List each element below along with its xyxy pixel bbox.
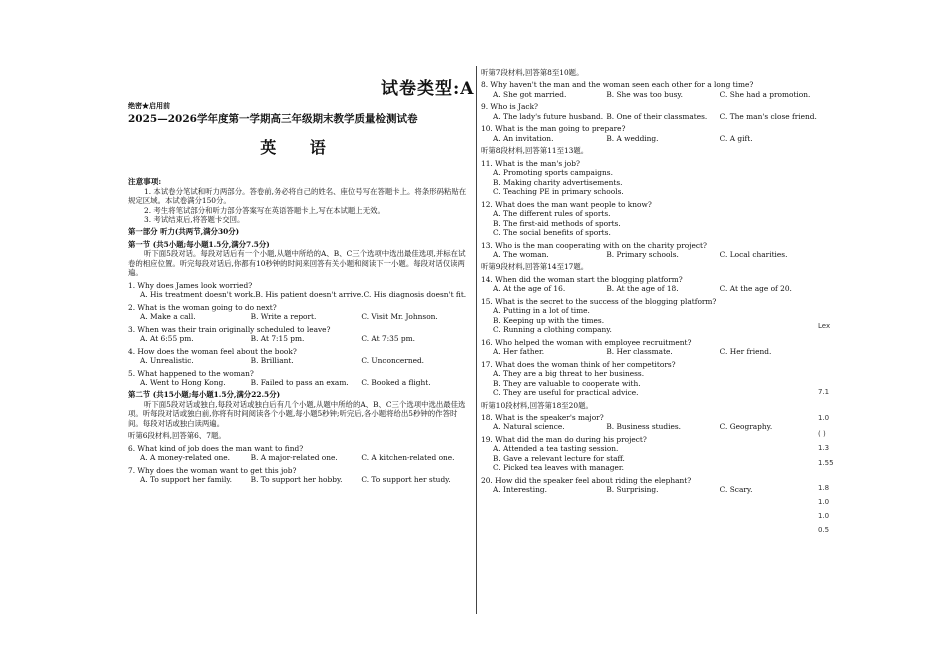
option-c: C. The social benefits of sports. (493, 228, 611, 238)
question-stem: 18. What is the speaker's major? (481, 413, 604, 422)
question-stem: 10. What is the man going to prepare? (481, 124, 626, 134)
question-stem: 1. Why does James look worried? (128, 280, 253, 290)
margin-mark: 1.55 (818, 459, 834, 467)
option-c: C. Teaching PE in primary schools. (493, 187, 624, 197)
section-instructions: 听下面5段对话或独白,每段对话或独白后有几个小题,从题中所给的A、B、C三个选项中选出最佳选项。听每段对话或独白前,你将有时间阅读各个小题,每小题5秒钟;听完后,各小题将给出5秒钟的作答时间。每段对话或独白读两遍。 (128, 399, 466, 428)
question (481, 275, 833, 294)
question (481, 124, 833, 143)
margin-mark: 1.0 (818, 512, 830, 520)
margin-mark: 1.8 (818, 484, 830, 492)
option-a: A. Putting in a lot of time. (493, 306, 590, 316)
options-row (128, 356, 472, 365)
option-b: B. The first-aid methods of sports. (493, 218, 621, 228)
option-c: C. Geography. (719, 422, 773, 432)
question (128, 325, 472, 344)
margin-mark: ( ) (818, 430, 826, 438)
option-a: A. Natural science. (493, 422, 565, 432)
material-label: 听第6段材料,回答第6、7题。 (128, 431, 226, 441)
option-b: B. She was too busy. (606, 89, 683, 99)
option-b: B. A wedding. (606, 133, 659, 143)
option-b: B. Gave a relevant lecture for staff. (493, 453, 625, 463)
question (128, 281, 472, 300)
options-row (128, 334, 472, 343)
option-b: B. A major-related one. (250, 453, 338, 463)
margin-mark: 1.0 (818, 414, 830, 422)
option-c: C. They are useful for practical advice. (493, 388, 639, 398)
options-row (128, 312, 472, 321)
question (481, 435, 833, 473)
option-a: A. At the age of 16. (493, 284, 566, 294)
left-column (128, 74, 475, 485)
option-b: B. Her classmate. (606, 347, 673, 357)
question-stem: 9. Who is Jack? (481, 102, 539, 112)
option-c: C. Her friend. (719, 347, 772, 357)
option-b: B. One of their classmates. (606, 111, 708, 121)
options-row (481, 90, 833, 99)
option-b: B. At 7:15 pm. (250, 334, 305, 344)
margin-mark: 0.5 (818, 526, 830, 534)
option-a: A. The woman. (493, 249, 549, 259)
option-c: C. At 7:35 pm. (361, 334, 415, 344)
question-stem: 13. Who is the man cooperating with on the charity project? (481, 240, 707, 250)
option-b: B. They are valuable to cooperate with. (493, 378, 641, 388)
exam-title: 2025—2026学年度第一学期高三年级期末教学质量检测试卷 (128, 112, 418, 125)
margin-mark: 1.0 (818, 498, 830, 506)
part-heading: 第一部分 听力(共两节,满分30分) (128, 227, 240, 237)
option-b: B. Brilliant. (250, 356, 294, 366)
question-stem: 15. What is the secret to the success of the blogging platform? (481, 296, 717, 306)
question-stem: 20. How did the speaker feel about riding the elephant? (481, 475, 692, 485)
option-b: B. His patient doesn't arrive. (255, 290, 364, 300)
question (481, 413, 833, 432)
section-heading: 第一节 (共5小题;每小题1.5分,满分7.5分) (128, 239, 270, 249)
option-c: C. Unconcerned. (361, 356, 425, 366)
option-b: B. Business studies. (606, 422, 682, 432)
question-stem: 12. What does the man want people to know? (481, 199, 652, 209)
question-stem: 4. How does the woman feel about the book? (128, 346, 297, 356)
question (128, 444, 472, 463)
option-c: C. Picked tea leaves with manager. (493, 463, 624, 473)
section-instructions: 听下面5段对话。每段对话后有一个小题,从题中所给的A、B、C三个选项中选出最佳选项,并标在试卷的相应位置。听完每段对话后,你都有10秒钟的时间来回答有关小题和阅读下一小题。每段对话仅读两遍。 (128, 249, 466, 278)
option-b: B. Making charity advertisements. (493, 177, 623, 187)
question-stem: 8. Why haven't the man and the woman seen each other for a long time? (481, 80, 754, 90)
question (481, 102, 833, 121)
option-a: A. Promoting sports campaigns. (493, 168, 613, 178)
question-stem: 2. What is the woman going to do next? (128, 302, 277, 312)
question (481, 159, 833, 197)
option-a: A. The different rules of sports. (493, 209, 611, 219)
section2-questions (128, 444, 472, 485)
option-c: C. Scary. (719, 485, 753, 495)
question-stem: 11. What is the man's job? (481, 158, 580, 168)
section1-questions (128, 281, 472, 388)
option-b: B. Failed to pass an exam. (250, 378, 349, 388)
question-stem: 6. What kind of job does the man want to find? (128, 443, 304, 453)
question (481, 338, 833, 357)
subject-title: 英 语 (260, 138, 340, 158)
right-column (481, 68, 833, 495)
question-stem: 3. When was their train originally scheduled to leave? (128, 324, 331, 334)
option-a: A. They are a big threat to her business. (493, 369, 645, 379)
option-a: A. His treatment doesn't work. (140, 290, 256, 300)
option-a: A. Attended a tea tasting session. (493, 444, 619, 454)
option-b: B. Write a report. (250, 312, 317, 322)
options-row (481, 347, 833, 356)
option-c: C. Visit Mr. Johnson. (361, 312, 438, 322)
material-label: 听第10段材料,回答第18至20题。 (481, 400, 593, 410)
question (481, 476, 833, 495)
question-stem: 14. When did the woman start the blogging platform? (481, 274, 683, 284)
option-b: B. To support her hobby. (250, 475, 343, 485)
question-stem: 7. Why does the woman want to get this job? (128, 465, 297, 475)
options-row (128, 475, 472, 484)
material-label: 听第7段材料,回答第8至10题。 (481, 68, 584, 77)
question (128, 347, 472, 366)
option-c: C. The man's close friend. (719, 111, 817, 121)
margin-mark: 1.3 (818, 444, 830, 452)
secret-label: 绝密★启用前 (128, 101, 170, 110)
option-c: C. To support her study. (361, 475, 451, 485)
option-a: A. At 6:55 pm. (140, 334, 194, 344)
option-b: B. At the age of 18. (606, 284, 679, 294)
option-a: A. She got married. (493, 89, 567, 99)
options-row (128, 378, 472, 387)
question (481, 80, 833, 99)
options-row (128, 290, 472, 299)
question (481, 200, 833, 238)
option-c: C. Running a clothing company. (493, 325, 612, 335)
notice-item: 1. 本试卷分笔试和听力两部分。答卷前,务必将自己的姓名、座位号写在答题卡上。将条形码粘贴在规定区域。本试卷满分150分。 (128, 186, 467, 206)
options-row (128, 453, 472, 462)
question (128, 466, 472, 485)
options-row (481, 112, 833, 121)
question-stem: 16. Who helped the woman with employee recruitment? (481, 337, 692, 347)
option-c: C. A gift. (719, 133, 753, 143)
options-row (481, 250, 833, 259)
option-a: A. Make a call. (140, 312, 196, 322)
option-a: A. Her father. (493, 347, 545, 357)
margin-mark: Lex (818, 322, 831, 330)
section-heading: 第二节 (共15小题;每小题1.5分,满分22.5分) (128, 390, 281, 400)
question (481, 360, 833, 398)
options-row (481, 134, 833, 143)
notice-item: 2. 考生将笔试部分和听力部分答案写在英语答题卡上,写在本试题上无效。 (144, 205, 385, 215)
option-c: C. She had a promotion. (719, 89, 811, 99)
question (128, 369, 472, 388)
option-a: A. To support her family. (140, 475, 232, 485)
question (481, 297, 833, 335)
option-a: A. Went to Hong Kong. (140, 378, 226, 388)
material-label: 听第9段材料,回答第14至17题。 (481, 262, 589, 272)
option-b: B. Keeping up with the times. (493, 315, 605, 325)
option-b: B. Primary schools. (606, 249, 679, 259)
option-a: A. Interesting. (493, 485, 547, 495)
option-b: B. Surprising. (606, 485, 659, 495)
material-label: 听第8段材料,回答第11至13题。 (481, 146, 589, 156)
option-c: C. A kitchen-related one. (361, 453, 455, 463)
option-c: C. His diagnosis doesn't fit. (363, 290, 467, 300)
options-row (481, 284, 833, 293)
options-row (481, 422, 833, 431)
margin-mark: 7.1 (818, 388, 830, 396)
option-a: A. An invitation. (493, 133, 554, 143)
options-row (481, 485, 833, 494)
notice-heading: 注意事项: (128, 176, 162, 186)
question-stem: 19. What did the man do during his project? (481, 434, 647, 444)
column-divider (476, 66, 477, 614)
paper-type: 试卷类型:A (381, 79, 475, 99)
notice-item: 3. 考试结束后,将答题卡交回。 (144, 214, 245, 224)
question (128, 303, 472, 322)
option-a: A. A money-related one. (140, 453, 231, 463)
question-stem: 17. What does the woman think of her competitors? (481, 359, 676, 369)
option-a: A. Unrealistic. (140, 356, 194, 366)
option-c: C. Local charities. (719, 249, 788, 259)
question (481, 241, 833, 260)
option-a: A. The lady's future husband. (493, 111, 604, 121)
option-c: C. At the age of 20. (719, 284, 792, 294)
option-c: C. Booked a flight. (361, 378, 431, 388)
question-stem: 5. What happened to the woman? (128, 368, 254, 378)
